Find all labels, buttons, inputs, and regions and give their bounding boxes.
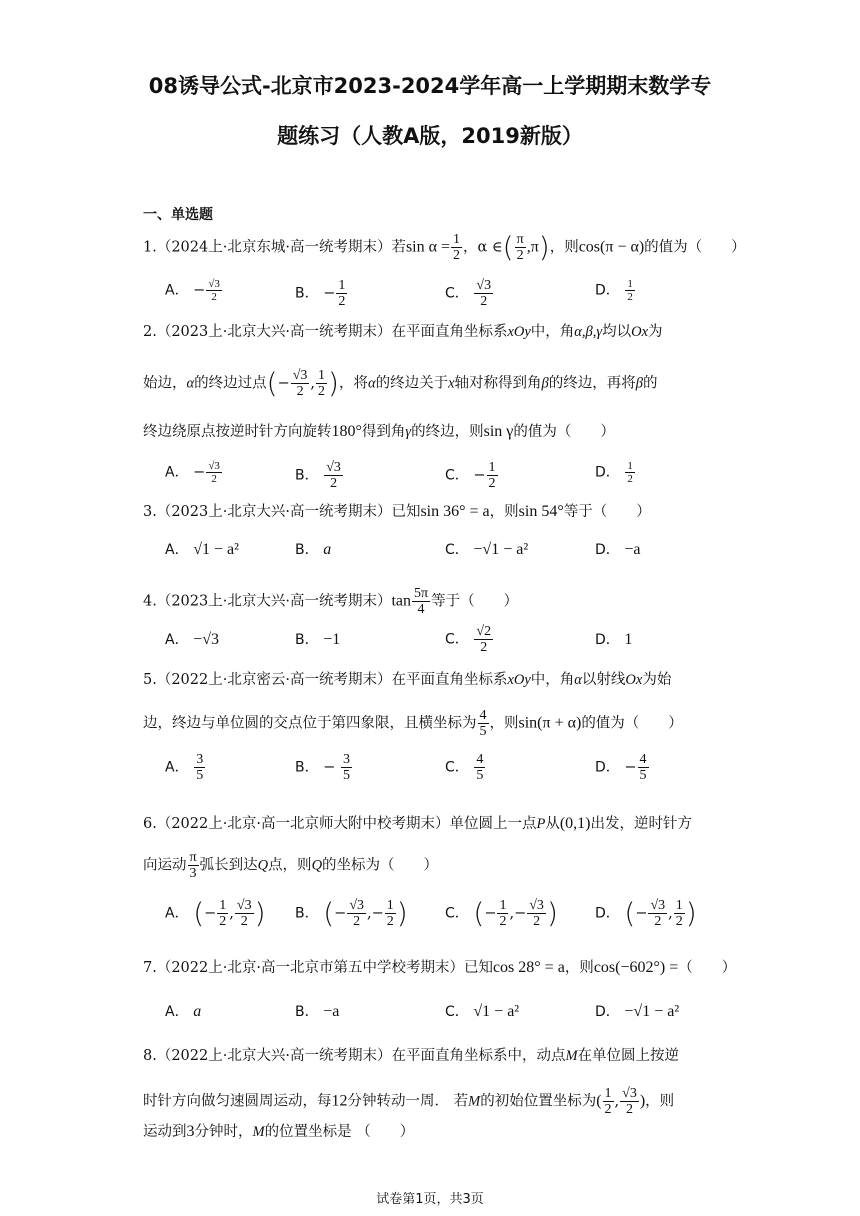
q6-p: P bbox=[536, 816, 546, 832]
q8-twelve: 12 bbox=[331, 1092, 348, 1110]
q2-text: 终边绕原点按逆时针方向旋转 bbox=[143, 424, 332, 440]
q3-given: sin 36° = a bbox=[420, 503, 490, 520]
question-1 bbox=[143, 232, 746, 263]
q6-text: 从 bbox=[545, 816, 560, 832]
q2-xoy: xOy bbox=[507, 324, 531, 340]
q2-ox: Ox bbox=[631, 324, 649, 340]
q1-fraction-pi-over-2: $\frac{\pi}{2}$ bbox=[516, 232, 524, 263]
q7-option-b[interactable]: B． −a bbox=[295, 1003, 340, 1020]
q2-sin-gamma: sin γ bbox=[483, 423, 514, 440]
right-paren: ) bbox=[538, 230, 550, 264]
q3-option-c[interactable]: C． −√1 − a² bbox=[445, 541, 529, 558]
question-5-line-1 bbox=[143, 670, 671, 690]
q7-target: cos(−602°) = bbox=[593, 959, 679, 976]
q8-text: 8.（2022上·北京大兴·高一统考期末）在平面直角坐标系中，动点 bbox=[143, 1048, 566, 1064]
q7-mid: ，则 bbox=[564, 960, 594, 976]
page-footer: 试卷第1页，共3页 bbox=[376, 1192, 484, 1207]
q8-text: ，则 bbox=[645, 1093, 675, 1110]
q6-q: Q bbox=[257, 857, 269, 874]
q1-suffix: 的值为（ ） bbox=[644, 239, 746, 256]
q1-cond: sin α = bbox=[405, 238, 451, 256]
q7-option-c[interactable]: C． √1 − a² bbox=[445, 1003, 520, 1020]
q1-expr: cos(π − α) bbox=[578, 238, 645, 256]
q2-text: 始边， bbox=[143, 375, 187, 392]
q3-prefix: 3.（2023上·北京大兴·高一统考期末）已知 bbox=[143, 504, 421, 520]
q2-text: 的终边过点 bbox=[194, 375, 267, 392]
q5-text: 中，角 bbox=[530, 672, 575, 688]
q1-prefix: 1.（2024上·北京东城·高一统考期末）若 bbox=[143, 239, 406, 256]
q5-ox: Ox bbox=[625, 672, 643, 688]
q6-text: 弧长到达 bbox=[199, 857, 258, 874]
q5-fraction: $\frac{4}{5}$ bbox=[479, 708, 487, 739]
q2-text: 轴对称得到角 bbox=[454, 375, 542, 392]
q8-text: 时针方向做匀速圆周运动，每 bbox=[143, 1093, 332, 1110]
q2-option-c[interactable]: C． − $\frac{1}{2}$ bbox=[445, 460, 496, 491]
q6-option-d[interactable]: D． (− $\frac{√3}{2}$ , $\frac{1}{2}$ ) bbox=[595, 896, 697, 930]
q2-text: 均以 bbox=[602, 324, 632, 340]
q1-then: ，则 bbox=[549, 239, 579, 256]
question-8-line-2: 时针方向做匀速圆周运动，每12分钟转动一周． 若M的初始位置坐标为( $\frac{1}{2}$ , $\frac{√3}{2}$ )，则 bbox=[143, 1086, 675, 1117]
section-heading: 一、单选题 bbox=[143, 207, 213, 223]
q1-option-b[interactable]: B． − $\frac{1}{2}$ bbox=[295, 278, 346, 309]
q3-option-b[interactable]: B． a bbox=[295, 541, 332, 558]
q2-alpha: α bbox=[367, 375, 376, 392]
q2-angles: α,β,γ bbox=[574, 324, 603, 340]
q5-text: 以射线 bbox=[581, 672, 626, 688]
q4-suffix: 等于（ ） bbox=[431, 593, 519, 610]
q2-text: 中，角 bbox=[530, 324, 575, 340]
q3-suffix: 等于（ ） bbox=[563, 504, 651, 520]
q2-text: 得到角 bbox=[361, 424, 406, 440]
q6-option-a[interactable]: A． (− $\frac{1}{2}$ , $\frac{√3}{2}$ ) bbox=[165, 896, 266, 930]
q2-option-b[interactable]: B． $\frac{√3}{2}$ bbox=[295, 460, 341, 491]
q5-option-b[interactable]: B． − $\frac{3}{5}$ bbox=[295, 752, 350, 783]
q8-text: 分钟时， bbox=[194, 1124, 253, 1140]
q4-option-d[interactable]: D． 1 bbox=[595, 631, 633, 648]
q7-given: cos 28° = a bbox=[492, 959, 565, 976]
q1-alpha-in: ，α ∈ bbox=[463, 239, 503, 256]
q4-tan: tan bbox=[391, 592, 411, 610]
q2-x: x bbox=[448, 375, 455, 392]
q2-text: 的终边，则 bbox=[411, 424, 484, 440]
q2-deg180: 180° bbox=[331, 423, 362, 440]
q2-text: 的终边，再将 bbox=[548, 375, 636, 392]
q5-text: ，则 bbox=[489, 715, 519, 732]
q2-option-d[interactable]: D． $\frac{1}{2}$ bbox=[595, 460, 633, 485]
q4-option-a[interactable]: A． −√3 bbox=[165, 631, 219, 648]
q4-option-b[interactable]: B． −1 bbox=[295, 631, 341, 648]
q2-alpha: α bbox=[186, 375, 195, 392]
q3-option-d[interactable]: D． −a bbox=[595, 541, 641, 558]
q8-m: M bbox=[252, 1124, 265, 1140]
q8-m: M bbox=[468, 1093, 481, 1110]
question-4 bbox=[143, 586, 518, 617]
q1-option-c[interactable]: C． $\frac{√3}{2}$ bbox=[445, 278, 492, 309]
q8-text: 运动到 bbox=[143, 1124, 187, 1140]
q5-text: 5.（2022上·北京密云·高一统考期末）在平面直角坐标系 bbox=[143, 672, 508, 688]
q4-prefix: 4.（2023上·北京大兴·高一统考期末） bbox=[143, 593, 392, 610]
q8-three: 3 bbox=[186, 1123, 195, 1140]
q6-text: 向运动 bbox=[143, 857, 187, 874]
q2-beta: β bbox=[635, 375, 643, 392]
q8-text: 的初始位置坐标为 bbox=[480, 1093, 597, 1110]
q2-text: 2.（2023上·北京大兴·高一统考期末）在平面直角坐标系 bbox=[143, 324, 508, 340]
q3-target: sin 54° bbox=[518, 503, 564, 520]
q4-option-c[interactable]: C． $\frac{√2}{2}$ bbox=[445, 624, 492, 655]
question-7 bbox=[143, 958, 736, 978]
page-title-line-2: 题练习（人教A版，2019新版） bbox=[277, 124, 583, 148]
q2-beta: β bbox=[541, 375, 549, 392]
q2-text: 的值为（ ） bbox=[513, 424, 615, 440]
q3-mid: ，则 bbox=[489, 504, 519, 520]
question-2-line-1 bbox=[143, 322, 663, 342]
q7-option-d[interactable]: D． −√1 − a² bbox=[595, 1003, 680, 1020]
q6-text: 出发，逆时针方 bbox=[590, 816, 692, 832]
q5-option-d[interactable]: D． − $\frac{4}{5}$ bbox=[595, 752, 647, 783]
q5-option-a[interactable]: A． $\frac{3}{5}$ bbox=[165, 752, 204, 783]
q6-start: (0,1) bbox=[559, 815, 591, 832]
question-8-line-1 bbox=[143, 1046, 679, 1066]
question-2-line-3 bbox=[143, 422, 615, 442]
q8-text: 在单位圆上按逆 bbox=[577, 1048, 680, 1064]
q3-option-a[interactable]: A． √1 − a² bbox=[165, 541, 239, 558]
q7-suffix: （ ） bbox=[678, 960, 737, 976]
question-6-line-1 bbox=[143, 814, 692, 834]
q5-xoy: xOy bbox=[507, 672, 531, 688]
q7-option-a[interactable]: A． a bbox=[165, 1003, 202, 1020]
q6-fraction: $\frac{\pi}{3}$ bbox=[189, 850, 197, 881]
q4-fraction: $\frac{5\pi}{4}$ bbox=[414, 586, 429, 617]
question-3 bbox=[143, 502, 651, 522]
q2-option-a[interactable]: A． − $\frac{√3}{2}$ bbox=[165, 460, 220, 485]
q1-option-d[interactable]: D． $\frac{1}{2}$ bbox=[595, 278, 633, 303]
q1-option-a[interactable]: A． − $\frac{√3}{2}$ bbox=[165, 278, 220, 303]
q6-text: 6.（2022上·北京·高一北京师大附中校考期末）单位圆上一点 bbox=[143, 816, 537, 832]
q8-m: M bbox=[565, 1048, 578, 1064]
question-6-line-2 bbox=[143, 850, 438, 881]
page-title-line-1: 08诱导公式-北京市2023-2024学年高一上学期期末数学专 bbox=[148, 74, 712, 98]
q1-fraction-half: $\frac{1}{2}$ bbox=[453, 232, 461, 263]
q2-text: 为 bbox=[648, 324, 663, 340]
q5-option-c[interactable]: C． $\frac{4}{5}$ bbox=[445, 752, 484, 783]
q2-text: ，将 bbox=[338, 375, 368, 392]
q6-q: Q bbox=[311, 857, 323, 874]
q2-gamma: γ bbox=[405, 424, 412, 440]
q6-option-b[interactable]: B． (− $\frac{√3}{2}$ ,− $\frac{1}{2}$ ) bbox=[295, 896, 408, 930]
q1-interval-end: ,π bbox=[526, 238, 539, 256]
q5-text: 为始 bbox=[642, 672, 672, 688]
q8-text: 的位置坐标是 （ ） bbox=[264, 1124, 415, 1140]
question-5-line-2 bbox=[143, 708, 683, 739]
q5-text: 的值为（ ） bbox=[581, 715, 683, 732]
question-2-line-2: 始边，α的终边过点(− $\frac{√3}{2}$ , $\frac{1}{2}$ )，将α的终边关于x轴对称得到角β的终边，再将β的 bbox=[143, 366, 658, 400]
q6-option-c[interactable]: C． (− $\frac{1}{2}$ ,− $\frac{√3}{2}$ ) bbox=[445, 896, 558, 930]
q7-prefix: 7.（2022上·北京·高一北京市第五中学校考期末）已知 bbox=[143, 960, 493, 976]
q8-text: 分钟转动一周． 若 bbox=[347, 1093, 469, 1110]
q5-text: 边，终边与单位圆的交点位于第四象限，且横坐标为 bbox=[143, 715, 477, 732]
q5-alpha: α bbox=[574, 672, 582, 688]
question-8-line-3 bbox=[143, 1122, 414, 1142]
q5-expr: sin(π + α) bbox=[518, 714, 582, 732]
q6-text: 的坐标为（ ） bbox=[322, 857, 439, 874]
left-paren: ( bbox=[502, 230, 514, 264]
q6-text: 点，则 bbox=[268, 857, 312, 874]
q2-text: 的终边关于 bbox=[375, 375, 449, 392]
